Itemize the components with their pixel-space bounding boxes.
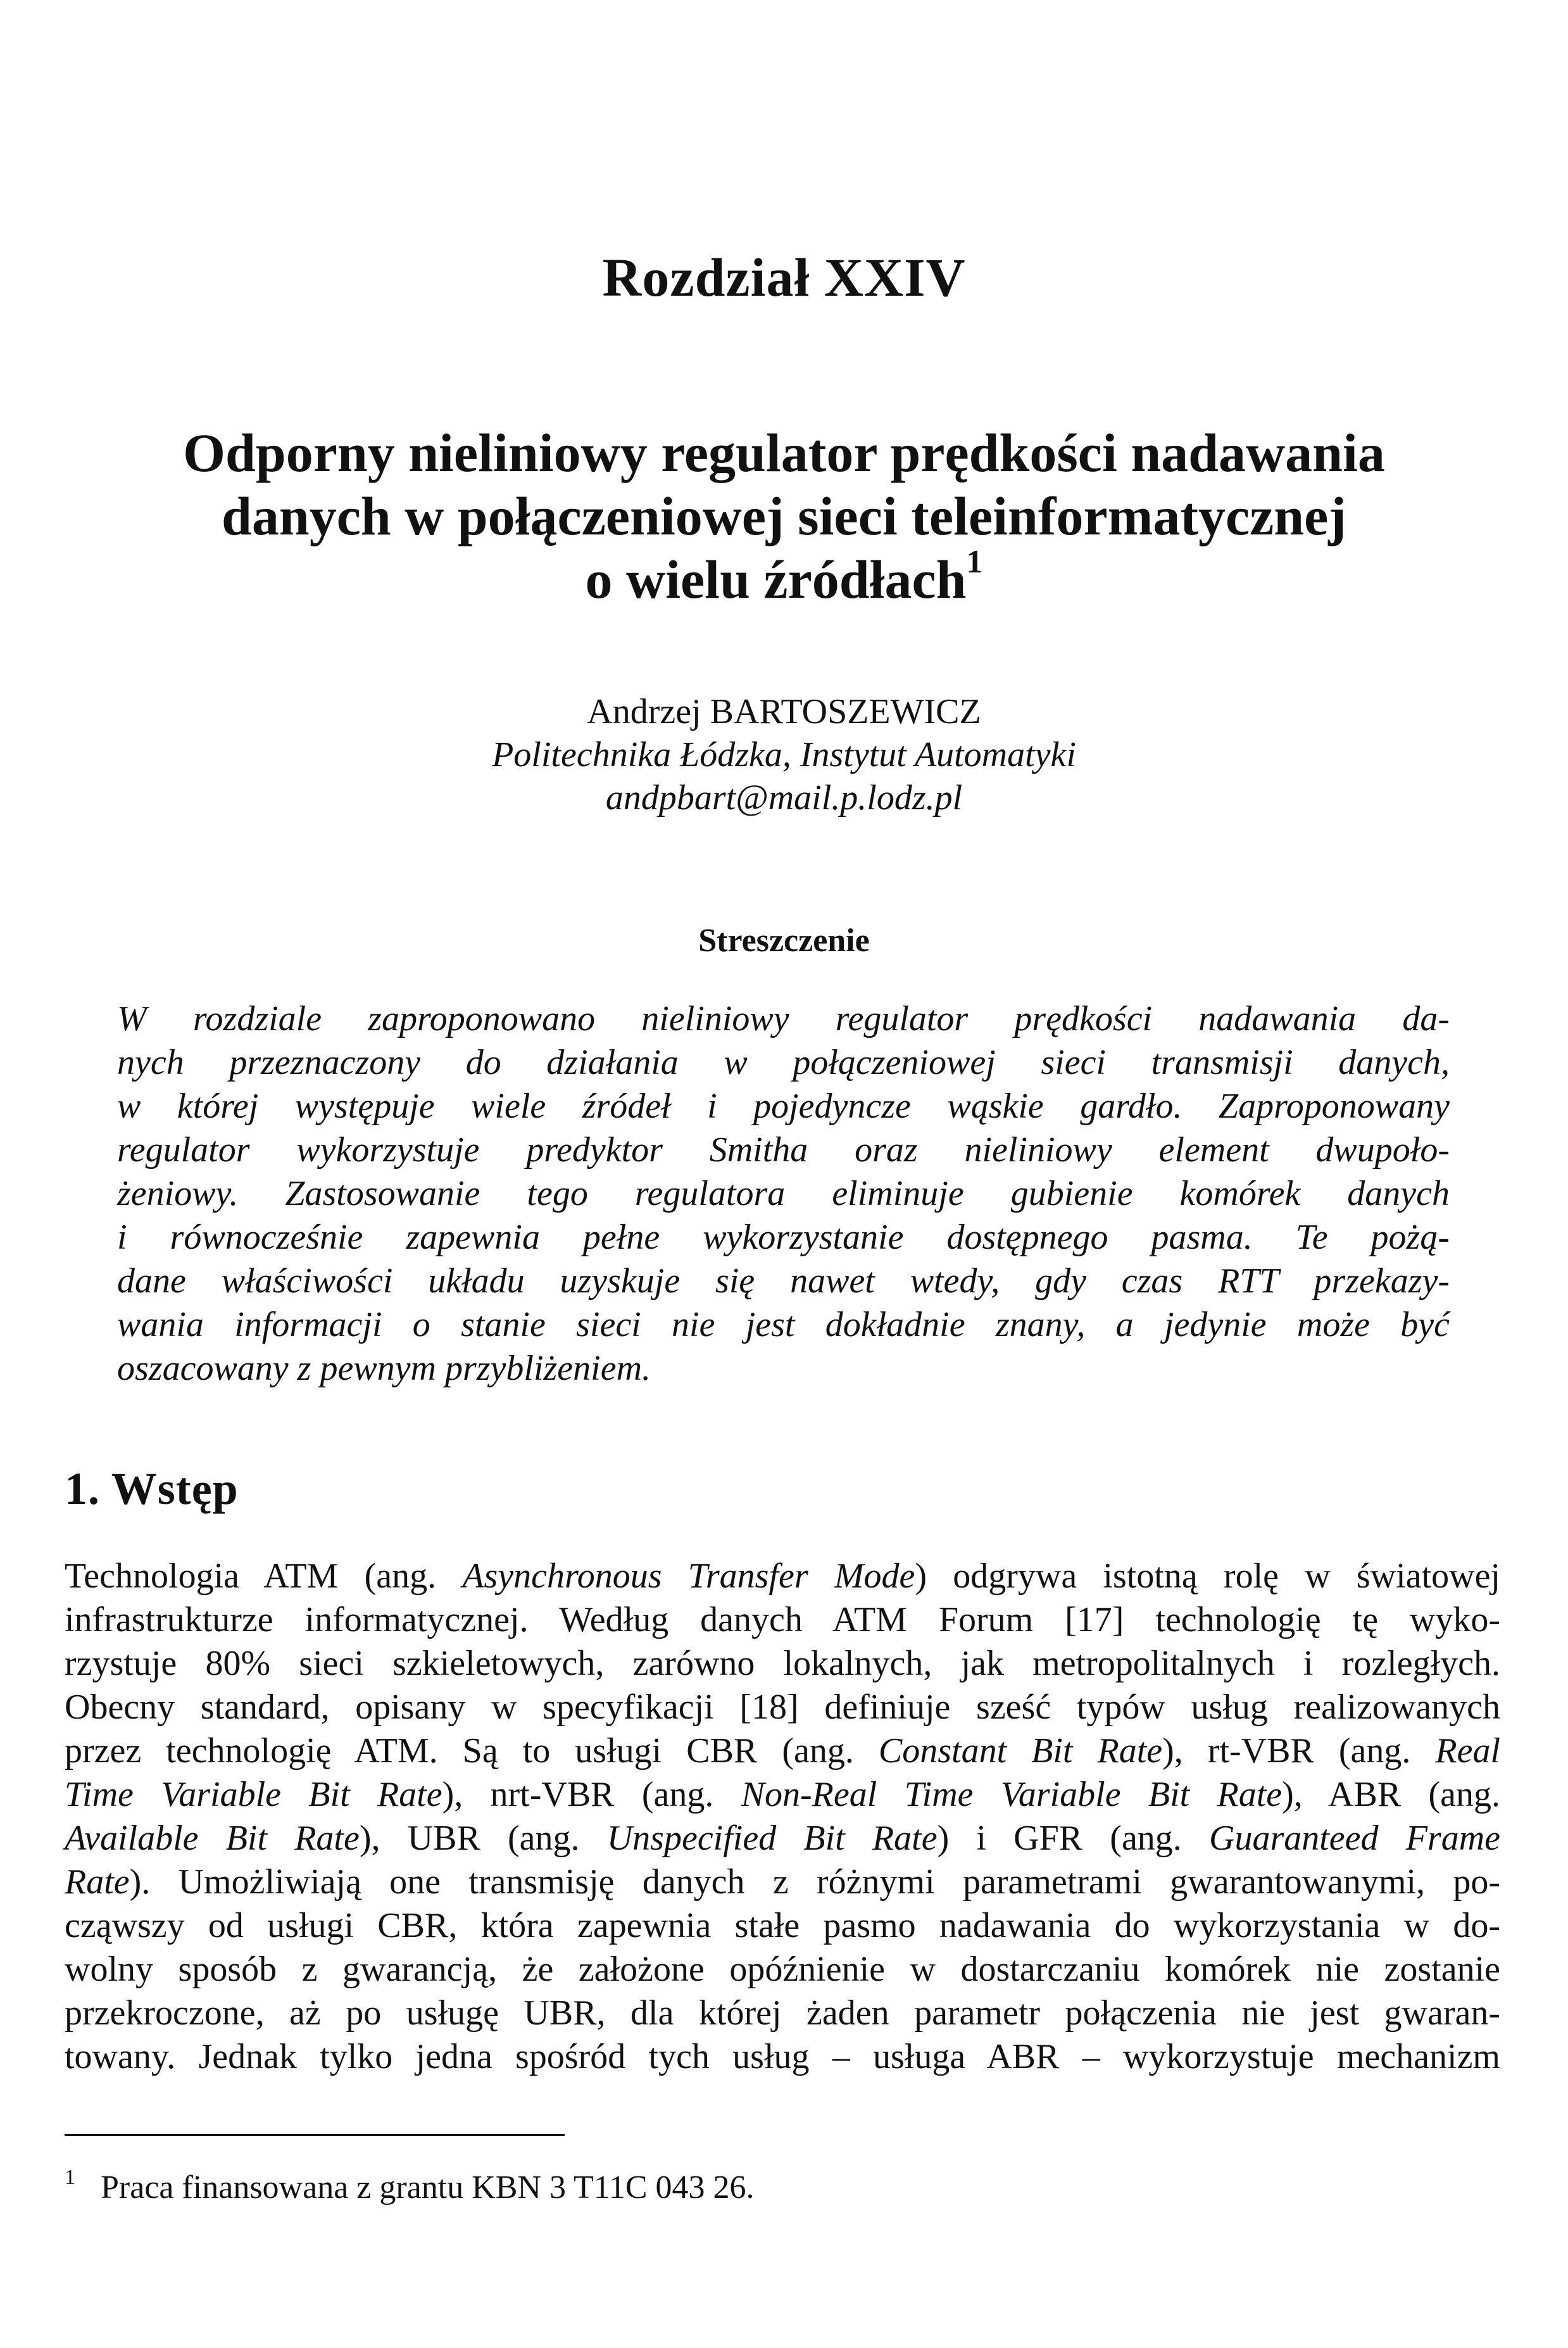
body-italic-run: Non-Real Time Variable Bit Rate [741, 1775, 1283, 1814]
body-text-run: Technologia ATM (ang. [65, 1556, 463, 1596]
author-affiliation: Politechnika Łódzka, Instytut Automatyki [492, 735, 1076, 774]
body-line: przekroczone, aż po usługę UBR, dla której żaden parametr połączenia nie jest gwaran- [65, 1993, 1500, 2033]
abstract-line: oszacowany z pewnym przybliżeniem. [117, 1349, 651, 1388]
title-line: Odporny nieliniowy regulator prędkości nadawania [183, 422, 1385, 483]
body-text-run: ), ABR (ang. [1282, 1775, 1500, 1814]
title-line-text: o wielu źródłach [585, 549, 967, 610]
abstract-line: nych przeznaczony do działania w połączeniowej sieci transmisji danych, [117, 1043, 1450, 1082]
chapter-heading: Rozdział XXIV [602, 247, 966, 308]
body-text-run: ), UBR (ang. [359, 1819, 607, 1858]
body-italic-run: Constant Bit Rate [878, 1731, 1163, 1770]
footnote-text: Praca finansowana z grantu KBN 3 T11C 043 26. [101, 2169, 755, 2206]
body-italic-run: Asynchronous Transfer Mode [462, 1556, 915, 1596]
body-line: towany. Jednak tylko jedna spośród tych usług – usługa ABR – wykorzystuje mechanizm [65, 2037, 1500, 2076]
author-block [0, 690, 1568, 819]
body-text-run: ) odgrywa istotną rolę w światowej [915, 1556, 1500, 1596]
abstract-body [117, 997, 1450, 1391]
body-line: cząwszy od usługi CBR, która zapewnia stałe pasmo nadawania do wykorzystania w do- [65, 1906, 1500, 1945]
body-line [65, 1860, 1500, 1904]
chapter-title [114, 421, 1454, 611]
author-name: Andrzej BARTOSZEWICZ [587, 692, 981, 731]
body-text-run: ), nrt-VBR (ang. [442, 1775, 741, 1814]
body-line: wolny sposób z gwarancją, że założone opóźnienie w dostarczaniu komórek nie zostanie [65, 1950, 1500, 1989]
body-line: rzystuje 80% sieci szkieletowych, zarówno lokalnych, jak metropolitalnych i rozległych. [65, 1644, 1500, 1683]
body-line [65, 1555, 1500, 1598]
body-italic-run: Guaranteed Frame [1209, 1819, 1500, 1858]
footnote [65, 2166, 755, 2207]
body-italic-run: Real [1435, 1731, 1500, 1770]
body-text-run: ) i GFR (ang. [937, 1819, 1209, 1858]
body-text-run: ), rt-VBR (ang. [1162, 1731, 1436, 1770]
body-line: infrastrukturze informatycznej. Według danych ATM Forum [17] technologię tę wyko- [65, 1600, 1500, 1639]
title-footnote-mark: 1 [966, 544, 983, 580]
footnote-mark: 1 [65, 2166, 75, 2189]
body-italic-run: Time Variable Bit Rate [65, 1775, 442, 1814]
abstract-line: W rozdziale zaproponowano nieliniowy regulator prędkości nadawania da- [117, 999, 1450, 1038]
body-text-run: ). Umożliwiają one transmisję danych z różnymi parametrami gwarantowanymi, po- [129, 1862, 1500, 1902]
abstract-line: dane właściwości układu uzyskuje się nawet wtedy, gdy czas RTT przekazy- [117, 1261, 1450, 1301]
body-text-run: przez technologię ATM. Są to usługi CBR (ang. [65, 1731, 879, 1770]
abstract-line: wania informacji o stanie sieci nie jest dokładnie znany, a jedynie może być [117, 1305, 1450, 1344]
author-email: andpbart@mail.p.lodz.pl [605, 778, 963, 817]
body-line [65, 1817, 1500, 1860]
body-italic-run: Unspecified Bit Rate [606, 1819, 938, 1858]
footnote-divider [65, 2134, 565, 2136]
body-italic-run: Available Bit Rate [65, 1819, 360, 1858]
abstract-line: regulator wykorzystuje predyktor Smitha oraz nieliniowy element dwupoło- [117, 1130, 1450, 1170]
body-line [65, 1773, 1500, 1817]
abstract-heading: Streszczenie [698, 923, 870, 959]
body-italic-run: Rate [65, 1862, 130, 1902]
title-line [114, 544, 1454, 611]
title-line: danych w połączeniowej sieci teleinformatycznej [222, 486, 1346, 546]
section-heading: 1. Wstęp [65, 1463, 239, 1514]
body-paragraph [65, 1555, 1500, 2079]
abstract-line: i równocześnie zapewnia pełne wykorzystanie dostępnego pasma. Te pożą- [117, 1218, 1450, 1257]
body-line [65, 1729, 1500, 1773]
body-line: Obecny standard, opisany w specyfikacji [18] definiuje sześć typów usług realizowanych [65, 1688, 1500, 1727]
abstract-line: żeniowy. Zastosowanie tego regulatora eliminuje gubienie komórek danych [117, 1174, 1450, 1213]
abstract-line: w której występuje wiele źródeł i pojedyncze wąskie gardło. Zaproponowany [117, 1087, 1450, 1126]
